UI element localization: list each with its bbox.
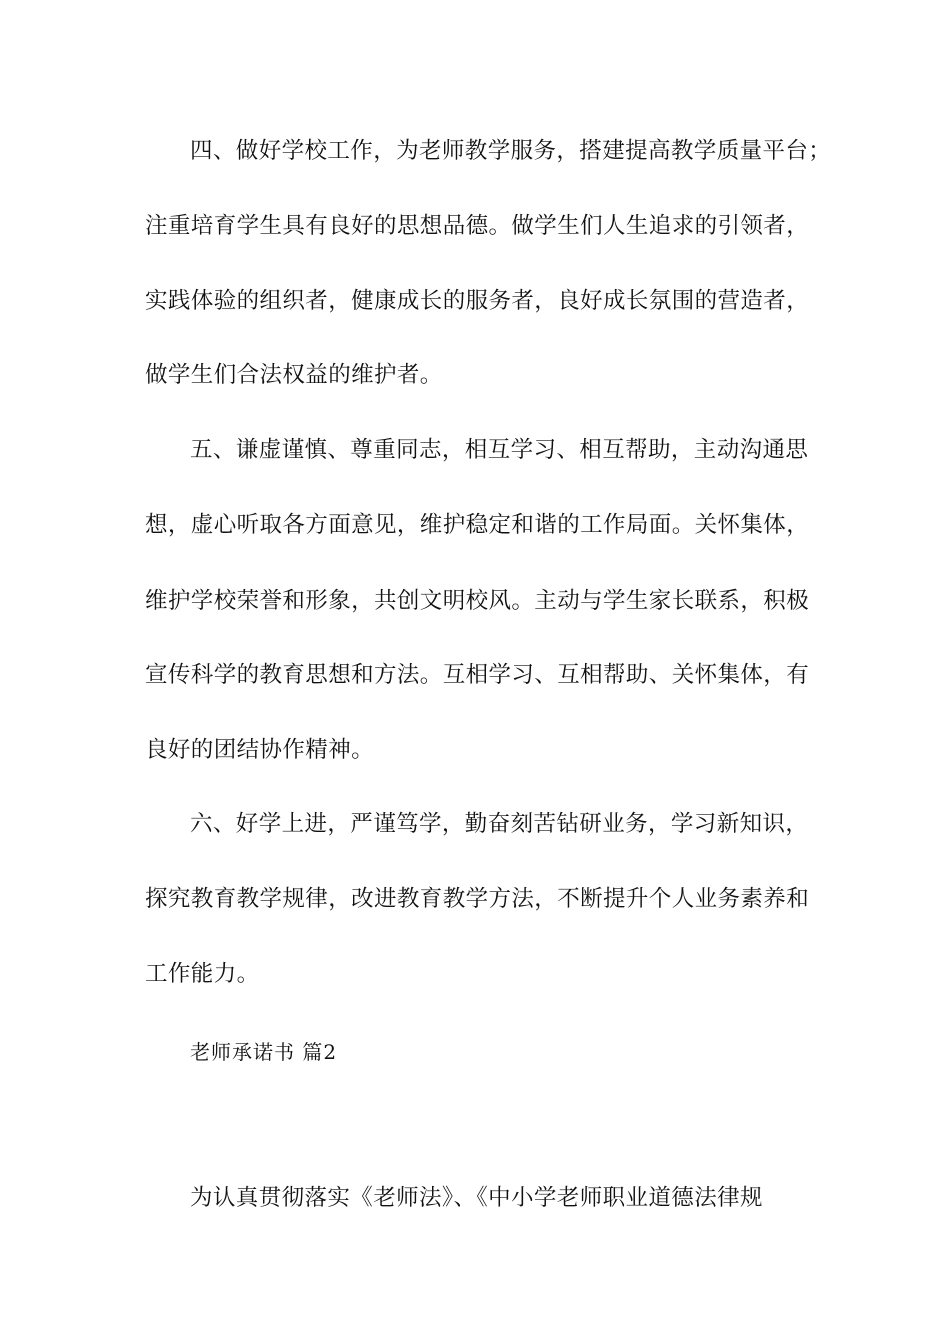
paragraph-4-line-1: 四、做好学校工作，为老师教学服务，搭建提高教学质量平台； (190, 138, 832, 164)
paragraph-5-line-1: 五、谦虚谨慎、尊重同志，相互学习、相互帮助，主动沟通思 (190, 437, 809, 463)
paragraph-5-line-3: 维护学校荣誉和形象，共创文明校风。主动与学生家长联系，积极 (145, 588, 810, 614)
paragraph-5-line-2: 想，虚心听取各方面意见，维护稳定和谐的工作局面。关怀集体， (145, 512, 810, 538)
paragraph-4-line-2: 注重培育学生具有良好的思想品德。做学生们人生追求的引领者， (145, 213, 810, 239)
paragraph-7-line-1: 为认真贯彻落实《老师法》、《中小学老师职业道德法律规 (190, 1185, 763, 1211)
paragraph-5-line-5: 良好的团结协作精神。 (145, 737, 375, 763)
paragraph-6-line-2: 探究教育教学规律，改进教育教学方法，不断提升个人业务素养和 (145, 886, 810, 912)
paragraph-5-line-4: 宣传科学的教育思想和方法。互相学习、互相帮助、关怀集体，有 (145, 662, 810, 688)
paragraph-6-line-1: 六、好学上进，严谨笃学，勤奋刻苦钻研业务，学习新知识， (190, 811, 809, 837)
paragraph-6-line-3: 工作能力。 (145, 961, 260, 987)
paragraph-4-line-4: 做学生们合法权益的维护者。 (145, 362, 443, 388)
section-heading: 老师承诺书 篇2 (190, 1040, 338, 1064)
paragraph-4-line-3: 实践体验的组织者，健康成长的服务者，良好成长氛围的营造者， (145, 288, 810, 314)
